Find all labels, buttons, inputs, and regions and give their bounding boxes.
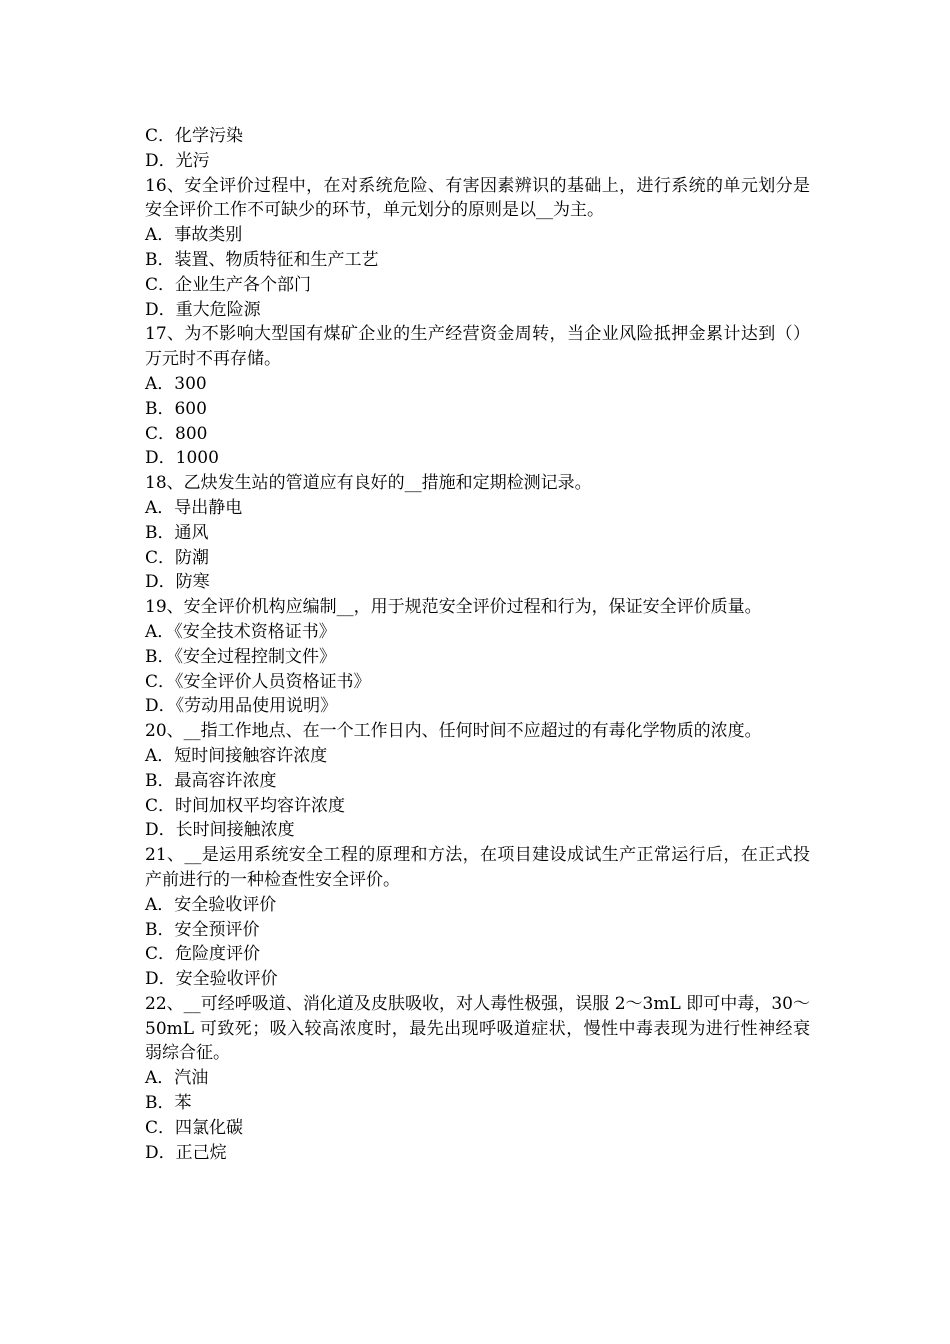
option-b: B．苯 — [145, 1093, 192, 1114]
option-d: D．1000 — [145, 448, 219, 469]
question-16: 16、安全评价过程中，在对系统危险、有害因素辨识的基础上，进行系统的单元划分是安全评价工作不可缺少的环节，单元划分的原则是以__为主。 — [145, 175, 810, 221]
option-c: C．防潮 — [145, 547, 210, 568]
option-d: D．重大危险源 — [145, 299, 261, 320]
option-b: B．《安全过程控制文件》 — [145, 646, 336, 667]
question-17: 17、为不影响大型国有煤矿企业的生产经营资金周转，当企业风险抵押金累计达到（）万元时不再存储。 — [145, 324, 810, 370]
question-19: 19、安全评价机构应编制__，用于规范安全评价过程和行为，保证安全评价质量。 — [145, 597, 762, 618]
option-c: C．时间加权平均容许浓度 — [145, 795, 346, 816]
option-d: D．正己烷 — [145, 1142, 227, 1163]
option-c: C．化学污染 — [145, 126, 244, 146]
question-20: 20、__指工作地点、在一个工作日内、任何时间不应超过的有毒化学物质的浓度。 — [145, 721, 762, 742]
option-d: D．光污 — [145, 150, 210, 171]
option-d: D．防寒 — [145, 572, 210, 593]
option-c: C．800 — [145, 423, 208, 444]
option-b: B．600 — [145, 398, 207, 419]
option-a: A．300 — [145, 373, 207, 394]
option-b: B．安全预评价 — [145, 919, 260, 940]
option-d: D．长时间接触浓度 — [145, 820, 295, 841]
question-21: 21、__是运用系统安全工程的原理和方法，在项目建设成试生产正常运行后，在正式投产前进行的一种检查性安全评价。 — [145, 845, 810, 890]
option-a: A．短时间接触容许浓度 — [145, 745, 328, 766]
option-d: D．《劳动用品使用说明》 — [145, 696, 338, 717]
option-c: C．企业生产各个部门 — [145, 274, 312, 295]
option-a: A．事故类别 — [145, 225, 243, 246]
option-b: B．通风 — [145, 522, 209, 543]
option-b: B．最高容许浓度 — [145, 770, 277, 791]
option-a: A．导出静电 — [145, 497, 243, 518]
option-a: A．汽油 — [145, 1068, 209, 1089]
document-page — [145, 124, 810, 1165]
question-22: 22、__可经呼吸道、消化道及皮肤吸收，对人毒性极强，误服 2～3mL 即可中毒，30～ 50mL 可致死；吸入较高浓度时，最先出现呼吸道症状，慢性中毒表现为进行性神经衰弱综合征。 — [145, 993, 810, 1064]
option-c: C．四氯化碳 — [145, 1117, 244, 1138]
question-18: 18、乙炔发生站的管道应有良好的__措施和定期检测记录。 — [145, 473, 592, 494]
option-b: B．装置、物质特征和生产工艺 — [145, 249, 379, 270]
option-d: D．安全验收评价 — [145, 969, 278, 990]
option-a: A．安全验收评价 — [145, 894, 277, 915]
option-c: C．《安全评价人员资格证书》 — [145, 671, 371, 692]
option-c: C．危险度评价 — [145, 944, 261, 965]
option-a: A．《安全技术资格证书》 — [145, 621, 336, 642]
